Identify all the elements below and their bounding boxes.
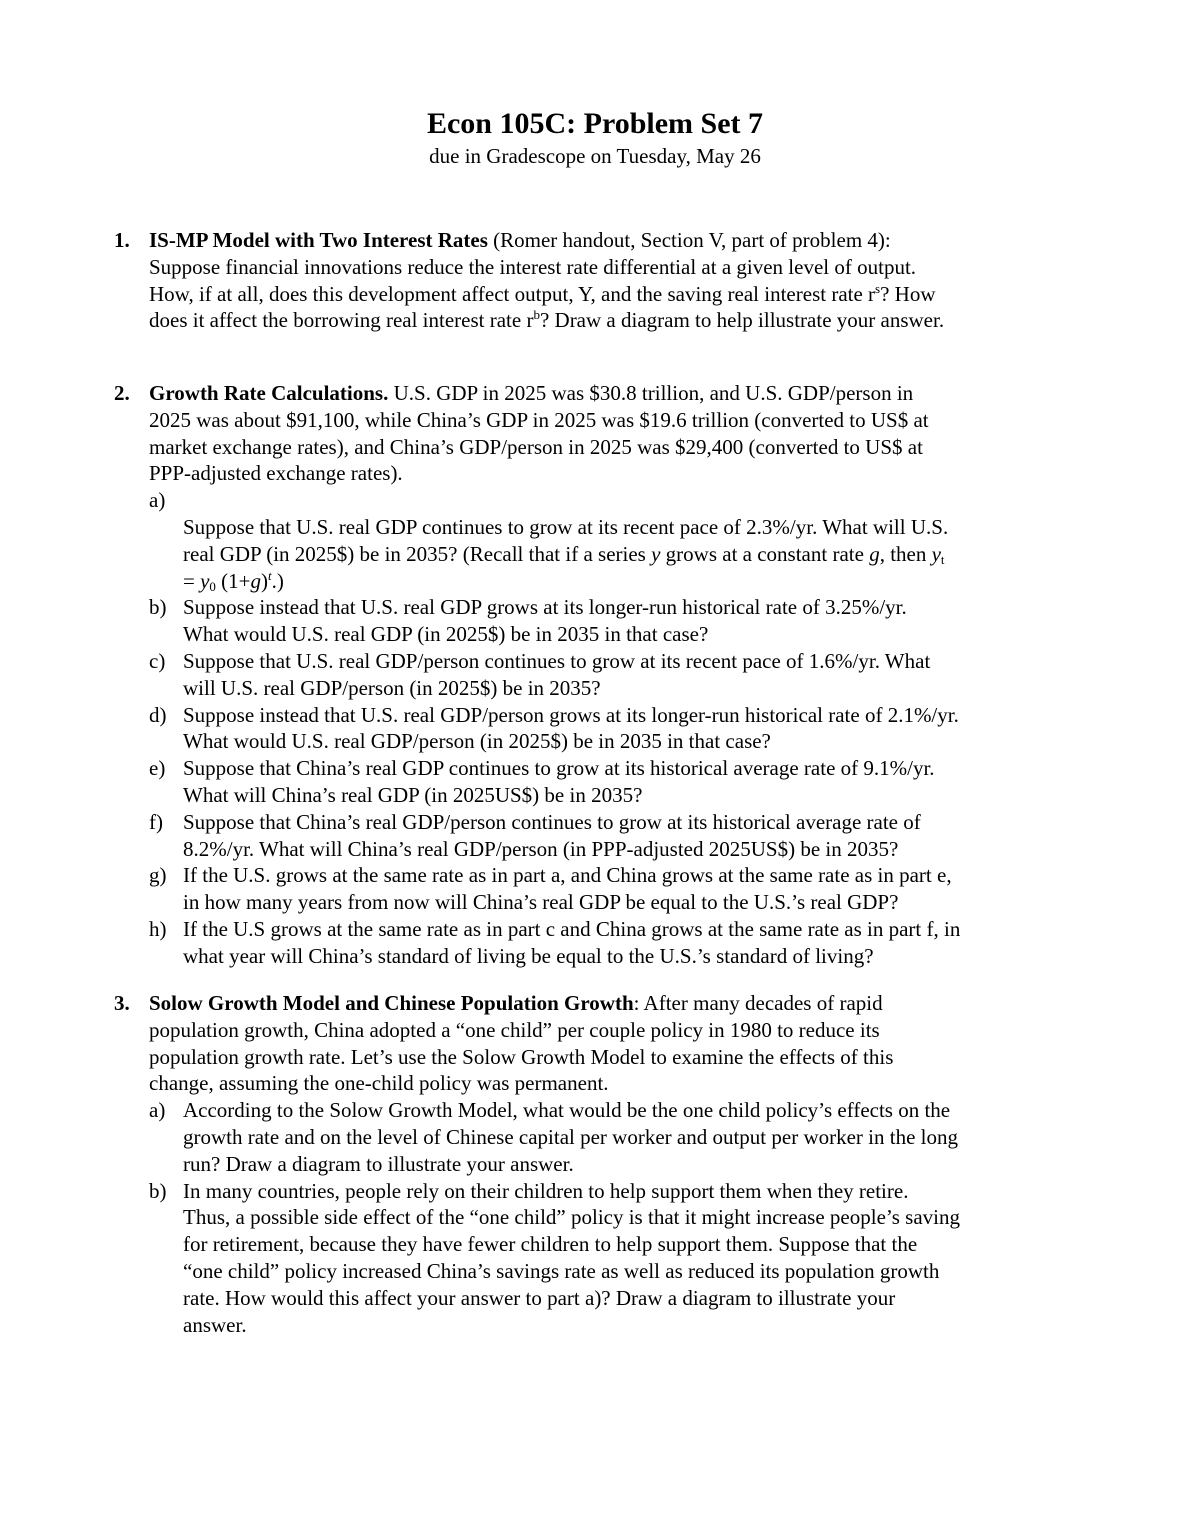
problem-2 bbox=[114, 380, 1074, 970]
math-variable: y bbox=[200, 568, 210, 593]
subquestion bbox=[149, 916, 1074, 970]
problem-heading: Solow Growth Model and Chinese Population Growth bbox=[149, 991, 634, 1015]
problem-body bbox=[149, 380, 1074, 487]
subquestion-label: e) bbox=[149, 756, 166, 781]
subquestion bbox=[149, 702, 1074, 756]
subquestion bbox=[149, 594, 1074, 648]
subquestion-text: Suppose that China’s real GDP/person continues to grow at its historical average rate of 8.2%/yr. What will China’s real GDP/person (in PPP-adjusted 2025US$) be in 2035? bbox=[183, 809, 921, 861]
subquestion-label: b) bbox=[149, 595, 167, 620]
subquestion-label: a) bbox=[149, 1098, 166, 1123]
problem-body bbox=[149, 990, 1074, 1097]
problem-text: ? How does it affect the borrowing real interest rate r bbox=[149, 281, 936, 333]
problem-intro: U.S. GDP in 2025 was $30.8 trillion, and U.S. GDP/person in 2025 was about $91,100, while China’s GDP in 2025 was $19.6 trillion (converted to US$ at market exchange rates), and China’s GDP/person in 2025 was $29,400 (converted to US$ at PPP-adjusted exchange rates). bbox=[149, 381, 929, 486]
subquestion-text: grows at a constant rate bbox=[660, 541, 870, 566]
subquestion-text: If the U.S grows at the same rate as in part c and China grows at the same rate as in part f, in what year will China’s standard of living be equal to the U.S.’s standard of living? bbox=[183, 916, 961, 968]
subquestion-text: = bbox=[183, 568, 195, 593]
problem-number: 3. bbox=[114, 991, 130, 1015]
subquestion-text: According to the Solow Growth Model, what would be the one child policy’s effects on the growth rate and on the level of Chinese capital per worker and output per worker in the long run? Draw a diagram to illustrate your answer. bbox=[183, 1098, 959, 1176]
problem-heading: IS-MP Model with Two Interest Rates bbox=[149, 228, 488, 252]
page-title: Econ 105C: Problem Set 7 bbox=[426, 107, 764, 140]
problem-number: 2. bbox=[114, 381, 130, 405]
subquestion-label: h) bbox=[149, 916, 167, 941]
subquestion-text: Suppose instead that U.S. real GDP grows at its longer-run historical rate of 3.25%/yr. What would U.S. real GDP (in 2025$) be in 2035 in that case? bbox=[183, 595, 907, 647]
subquestion-text: In many countries, people rely on their children to help support them when they retire. Thus, a possible side effect of the “one child” policy is that it might increase people’s saving for retirement, because they have fewer children to help support them. Suppose that the “one child” policy increased China’s savings rate as well as reduced its population growth rate. How would this affect your answer to part a)? Draw a diagram to illustrate your answer. bbox=[183, 1178, 960, 1337]
subquestion-text: (1+ bbox=[215, 568, 251, 593]
subquestion-label: c) bbox=[149, 648, 166, 673]
problem-intro: : After many decades of rapid population growth, China adopted a “one child” per couple policy in 1980 to reduce its population growth rate. Let’s use the Solow Growth Model to examine the effects of this change, assuming the one-child policy was permanent. bbox=[149, 991, 894, 1096]
subquestion bbox=[149, 648, 1074, 702]
subquestion-list bbox=[149, 487, 1074, 969]
superscript: b bbox=[533, 307, 540, 323]
subquestion-text: Suppose that China’s real GDP continues to grow at its historical average rate of 9.1%/yr. What will China’s real GDP (in 2025US$) be in 2035? bbox=[183, 756, 935, 807]
subscript: 0 bbox=[209, 578, 216, 594]
subquestion bbox=[149, 862, 1074, 916]
subquestion-text: Suppose that U.S. real GDP continues to grow at its recent pace of 2.3%/yr. What will U.S. real GDP (in 2025$) be in 2035? (Recall that if a series bbox=[183, 514, 949, 566]
subquestion-text: If the U.S. grows at the same rate as in part a, and China grows at the same rate as in part e, in how many years from now will China’s real GDP be equal to the U.S.’s real GDP? bbox=[183, 863, 952, 915]
superscript: s bbox=[875, 280, 881, 296]
superscript: t bbox=[268, 567, 272, 583]
subquestion-label: g) bbox=[149, 863, 167, 888]
subquestion-label: d) bbox=[149, 702, 167, 727]
subquestion-list bbox=[149, 1097, 1074, 1338]
subscript: t bbox=[940, 551, 945, 567]
subquestion-text: Suppose instead that U.S. real GDP/person grows at its longer-run historical rate of 2.1%/yr. What would U.S. real GDP/person (in 2025$) be in 2035 in that case? bbox=[183, 702, 959, 754]
math-variable: y bbox=[651, 541, 661, 566]
subquestion-label: b) bbox=[149, 1178, 167, 1203]
subquestion-label: f) bbox=[149, 809, 163, 834]
problem-text: ? Draw a diagram to help illustrate your answer. bbox=[539, 308, 945, 333]
subquestion-text: Suppose that U.S. real GDP/person continues to grow at its recent pace of 1.6%/yr. What will U.S. real GDP/person (in 2025$) be in 2035? bbox=[183, 648, 931, 700]
subquestion bbox=[149, 1178, 1074, 1339]
subquestion bbox=[149, 809, 1074, 863]
math-variable: y bbox=[931, 541, 941, 566]
math-variable: g bbox=[869, 541, 880, 566]
subquestion bbox=[149, 1097, 1074, 1177]
math-variable: g bbox=[250, 568, 262, 593]
problem-heading: Growth Rate Calculations. bbox=[149, 381, 389, 405]
subquestion bbox=[149, 755, 1074, 809]
subquestion-text: .) bbox=[271, 568, 284, 593]
problem-1 bbox=[114, 227, 1074, 334]
problem-number: 1. bbox=[114, 228, 130, 252]
page-subtitle: due in Gradescope on Tuesday, May 26 bbox=[429, 144, 761, 168]
subquestion-text: , then bbox=[879, 541, 932, 566]
problem-3 bbox=[114, 990, 1074, 1338]
subquestion bbox=[149, 487, 1074, 594]
problem-text: (Romer handout, Section V, part of problem 4): Suppose financial innovations reduce the interest rate differential at a given level of output. How, if at all, does this development affect output, Y, and the saving real interest rate r bbox=[149, 228, 917, 306]
problem-body bbox=[149, 227, 1074, 334]
subquestion-text: ) bbox=[261, 568, 269, 593]
subquestion-label: a) bbox=[149, 488, 166, 513]
